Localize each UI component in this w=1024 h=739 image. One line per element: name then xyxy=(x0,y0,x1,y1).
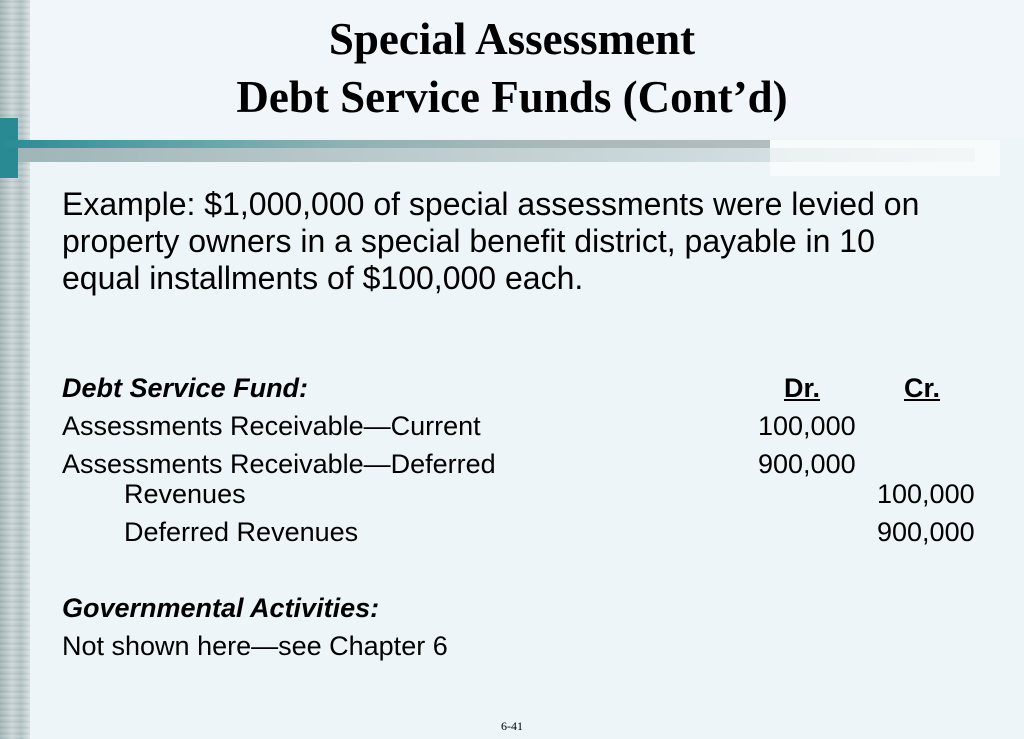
band-top-stripe xyxy=(0,140,770,148)
journal-heading: Debt Service Fund: xyxy=(62,373,309,403)
journal-entry-row xyxy=(62,516,975,548)
entry-credit: 900,000 xyxy=(877,517,975,547)
governmental-activities-text: Not shown here—see Chapter 6 xyxy=(62,631,448,661)
entry-account: Assessments Receivable—Current xyxy=(62,411,481,441)
slide-title xyxy=(30,10,994,126)
entry-account: Revenues xyxy=(124,479,246,509)
title-line-1: Special Assessment xyxy=(328,14,696,64)
slide-body xyxy=(62,186,962,297)
entry-account: Deferred Revenues xyxy=(124,517,359,547)
governmental-activities-heading: Governmental Activities: xyxy=(62,593,380,623)
entry-debit: 900,000 xyxy=(758,449,856,479)
debit-column-label: Dr. xyxy=(784,373,821,403)
credit-column-label: Cr. xyxy=(904,373,941,403)
entry-account: Assessments Receivable—Deferred xyxy=(62,449,496,479)
journal-entry-row xyxy=(62,448,856,480)
decorative-band xyxy=(0,140,1000,176)
journal-header-row xyxy=(62,372,941,404)
band-right-highlight xyxy=(770,140,1000,176)
entry-debit: 100,000 xyxy=(758,411,856,441)
journal-entry-row xyxy=(62,410,856,442)
left-decorative-strip xyxy=(0,0,30,739)
page-number: 6-41 xyxy=(501,719,523,733)
entry-credit: 100,000 xyxy=(877,479,975,509)
intro-paragraph: Example: $1,000,000 of special assessments were levied on property owners in a special benefit district, payable in 10 equal installments of $100,000 each. xyxy=(62,186,920,296)
journal-entry-row xyxy=(62,478,975,510)
title-line-2: Debt Service Funds (Cont’d) xyxy=(236,72,788,122)
